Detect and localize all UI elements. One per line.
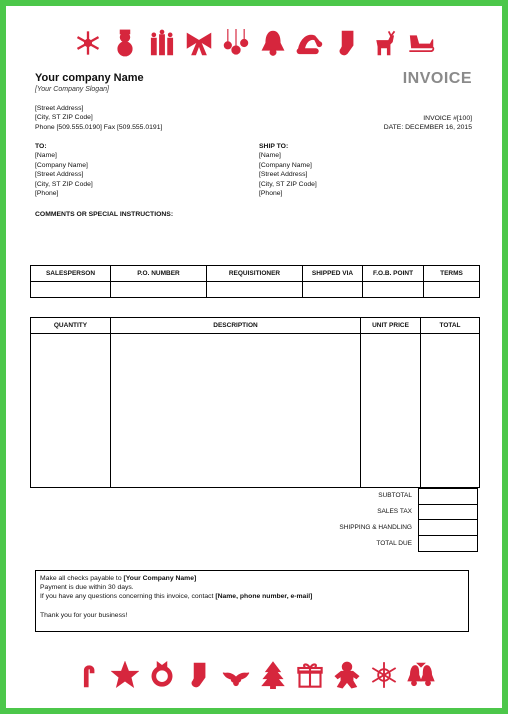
- ornaments-icon: [221, 28, 251, 58]
- contact-info: [Name, phone number, e-mail]: [215, 593, 313, 601]
- to-line: [City, ST ZIP Code]: [35, 180, 93, 188]
- questions-prefix: If you have any questions concerning this invoice, contact: [40, 593, 216, 601]
- col-shipped-via: SHIPPED VIA: [303, 266, 363, 282]
- bow-icon: [184, 28, 214, 58]
- total-due-value[interactable]: [418, 536, 478, 552]
- reindeer-icon: [369, 28, 399, 58]
- line-items-table: [30, 317, 480, 488]
- po-number-cell[interactable]: [111, 282, 207, 298]
- city-state-zip: [City, ST ZIP Code]: [35, 114, 93, 122]
- col-terms: TERMS: [424, 266, 480, 282]
- col-total: TOTAL: [421, 318, 480, 334]
- candles-icon: [147, 28, 177, 58]
- requisitioner-cell[interactable]: [207, 282, 303, 298]
- unit-price-cell[interactable]: [361, 334, 421, 488]
- ship-to-label: SHIP TO:: [259, 143, 289, 150]
- sales-tax-value[interactable]: [418, 504, 478, 520]
- total-due-label: TOTAL DUE: [376, 540, 412, 547]
- to-line: [Street Address]: [35, 171, 84, 179]
- holly-icon: [221, 660, 251, 690]
- gingerbread-man-icon: [332, 660, 362, 690]
- ship-to-line: [City, ST ZIP Code]: [259, 180, 317, 188]
- bell-icon: [258, 28, 288, 58]
- col-description: DESCRIPTION: [111, 318, 361, 334]
- total-cell[interactable]: [421, 334, 480, 488]
- bells-icon: [406, 660, 436, 690]
- col-salesperson: SALESPERSON: [31, 266, 111, 282]
- to-line: [Name]: [35, 152, 57, 160]
- comments-label: COMMENTS OR SPECIAL INSTRUCTIONS:: [35, 211, 174, 218]
- table-row: [31, 334, 480, 488]
- checks-company-name: [Your Company Name]: [123, 575, 197, 582]
- checks-payable-line: [40, 574, 464, 583]
- description-cell[interactable]: [111, 334, 361, 488]
- order-info-table: [30, 265, 480, 298]
- wreath-icon: [147, 660, 177, 690]
- subtotal-value[interactable]: [418, 488, 478, 505]
- company-name: Your company Name: [35, 72, 144, 84]
- thank-you-line: Thank you for your business!: [40, 611, 128, 619]
- col-quantity: QUANTITY: [31, 318, 111, 334]
- invoice-number: INVOICE #[100]: [423, 115, 472, 122]
- quantity-cell[interactable]: [31, 334, 111, 488]
- to-line: [Company Name]: [35, 161, 88, 169]
- col-po-number: P.O. NUMBER: [111, 266, 207, 282]
- subtotal-label: SUBTOTAL: [378, 492, 412, 499]
- table-row: [31, 282, 480, 298]
- salesperson-cell[interactable]: [31, 282, 111, 298]
- col-fob-point: F.O.B. POINT: [363, 266, 424, 282]
- ship-to-block: [259, 142, 317, 198]
- to-label: TO:: [35, 143, 47, 150]
- snowman-icon: [110, 28, 140, 58]
- ship-to-line: [Street Address]: [259, 171, 308, 179]
- bottom-decoration-row: [6, 660, 502, 690]
- company-slogan: [Your Company Slogan]: [35, 86, 109, 93]
- col-requisitioner: REQUISITIONER: [207, 266, 303, 282]
- star-icon: [110, 660, 140, 690]
- fob-point-cell[interactable]: [363, 282, 424, 298]
- checks-prefix: Make all checks payable to: [40, 575, 124, 582]
- phone-fax: Phone [509.555.0190] Fax [509.555.0191]: [35, 123, 163, 131]
- stocking-icon: [184, 660, 214, 690]
- sales-tax-label: SALES TAX: [377, 508, 412, 515]
- stocking-icon: [332, 28, 362, 58]
- invoice-title: INVOICE: [402, 70, 472, 87]
- candy-cane-icon: [73, 660, 103, 690]
- payment-notes-box: [35, 570, 469, 632]
- sleigh-icon: [406, 28, 436, 58]
- payment-due-line: Payment is due within 30 days.: [40, 584, 134, 592]
- terms-cell[interactable]: [424, 282, 480, 298]
- street-address: [Street Address]: [35, 105, 84, 112]
- gift-icon: [295, 660, 325, 690]
- top-decoration-row: [6, 28, 502, 58]
- shipping-label: SHIPPING & HANDLING: [339, 524, 412, 531]
- christmas-tree-icon: [258, 660, 288, 690]
- shipping-value[interactable]: [418, 520, 478, 536]
- col-unit-price: UNIT PRICE: [361, 318, 421, 334]
- snowflake-icon: [369, 660, 399, 690]
- shipped-via-cell[interactable]: [303, 282, 363, 298]
- invoice-meta: [384, 114, 472, 133]
- ship-to-line: [Name]: [259, 152, 281, 160]
- ship-to-line: [Phone]: [259, 190, 283, 198]
- ship-to-line: [Company Name]: [259, 161, 312, 169]
- company-address: [35, 104, 162, 132]
- questions-line: [40, 592, 464, 601]
- snowflake-icon: [73, 28, 103, 58]
- bill-to-block: [35, 142, 93, 198]
- invoice-date: DATE: DECEMBER 16, 2015: [383, 124, 472, 132]
- to-line: [Phone]: [35, 190, 59, 198]
- santa-hat-icon: [295, 28, 325, 58]
